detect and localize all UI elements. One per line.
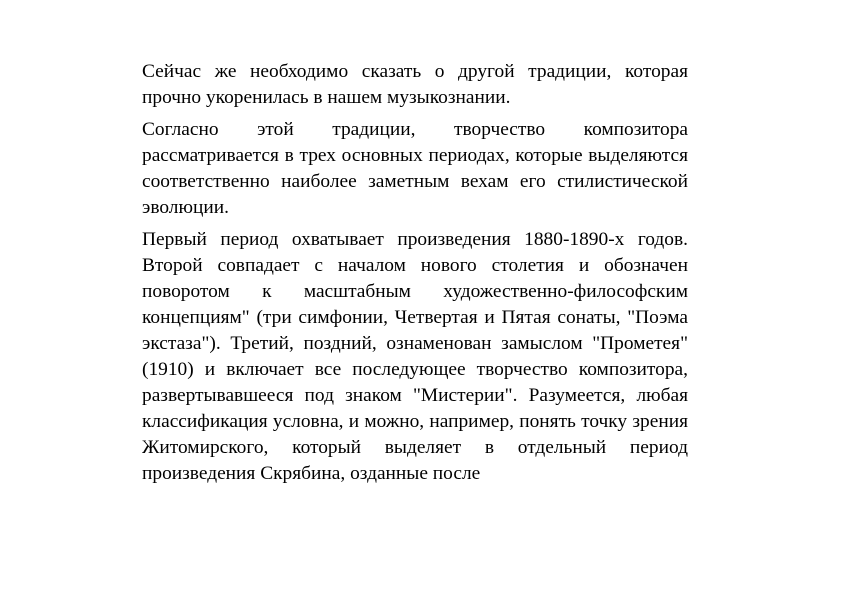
paragraph-1: Сейчас же необходимо сказать о другой традиции, которая прочно укоренилась в нашем музыкознании. [142,61,688,108]
body-text [142,59,688,493]
paragraph-3: Первый период охватывает произведения 1880-1890-х годов. Второй совпадает с началом нового столетия и обозначен поворотом к масштабным художественно-философским концепциям" (три симфонии, Четвертая и Пятая сонаты, "Поэма экстаза"). Третий, поздний, ознаменован замыслом "Прометея" (1910) и включает все последующее творчество композитора, развертывавшееся под знаком "Мистерии". Разумеется, любая классификация условна, и можно, например, понять точку зрения Житомирского, который выделяет в отдельный период произведения Скрябина, озданные после [142,229,688,484]
paragraph-2: Согласно этой традиции, творчество композитора рассматривается в трех основных периодах, которые выделяются соответственно наиболее заметным вехам его стилистической эволюции. [142,119,688,218]
